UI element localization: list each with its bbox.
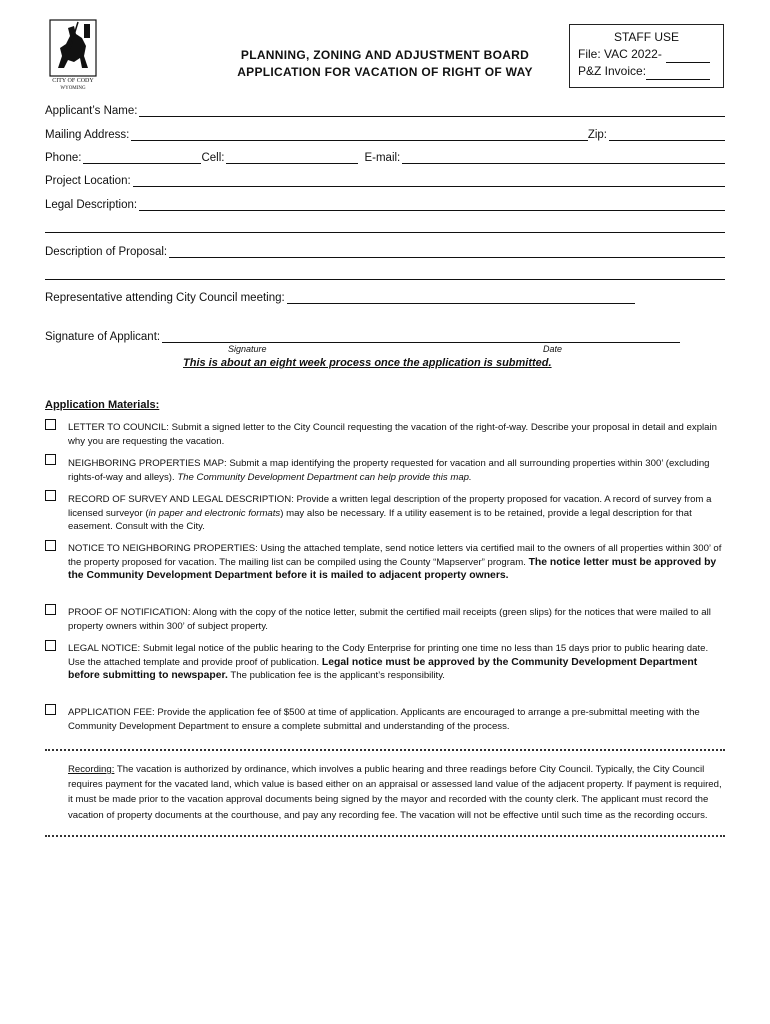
file-number-label: File: VAC 2022- xyxy=(578,47,662,61)
file-number-field[interactable] xyxy=(666,49,710,63)
item-text: LEGAL NOTICE: Submit legal notice of the public hearing to the Cody Enterprise for printing one time no less than 15 days prior to public hearing date. Use the attached template and provide proof of publication. xyxy=(68,643,709,668)
item-bold-text: The notice letter must be approved by the Community Development Department before it is mailed to adjacent property owners. xyxy=(68,556,717,582)
item-text: APPLICATION FEE: Provide the application fee of $500 at time of application. Applicants are encouraged to arrange a pre-submittal meeting with the Community Development Department to ensure a complete submittal and understanding of the process. xyxy=(68,707,700,732)
legal-description-row xyxy=(45,197,725,211)
date-caption: Date xyxy=(543,344,563,354)
dotted-divider-top xyxy=(45,749,725,753)
applicant-name-field[interactable] xyxy=(139,104,725,117)
project-location-field[interactable] xyxy=(133,174,725,187)
item-record-of-survey xyxy=(68,493,723,534)
description-of-proposal-field[interactable] xyxy=(169,245,725,258)
project-location-label: Project Location: xyxy=(45,175,131,187)
zip-field[interactable] xyxy=(609,127,725,141)
signature-caption: Signature xyxy=(228,344,267,354)
cell-field[interactable] xyxy=(226,150,358,164)
checkbox-application-fee[interactable] xyxy=(45,704,56,715)
representative-field[interactable] xyxy=(287,291,635,304)
dotted-divider-bottom xyxy=(45,835,725,839)
representative-row xyxy=(45,290,635,304)
city-logo xyxy=(48,18,98,92)
item-letter-to-council xyxy=(68,421,723,448)
project-location-row xyxy=(45,173,725,187)
item-text: NEIGHBORING PROPERTIES MAP: Submit a map identifying the property requested for vacation and all surrounding properties within 300’ (excluding rights-of-way and alleys). xyxy=(68,458,710,483)
mailing-address-label: Mailing Address: xyxy=(45,129,130,141)
description-of-proposal-label: Description of Proposal: xyxy=(45,246,168,258)
email-label: E-mail: xyxy=(364,152,401,164)
recording-label: Recording: xyxy=(68,764,115,775)
form-title xyxy=(200,47,570,81)
item-italic-text: in paper and electronic formats xyxy=(148,507,281,519)
logo-state-text: WYOMING xyxy=(60,86,86,91)
process-notice: This is about an eight week process once the application is submitted. xyxy=(183,357,552,369)
representative-label: Representative attending City Council meeting: xyxy=(45,292,285,304)
checkbox-notice-to-neighbors[interactable] xyxy=(45,540,56,551)
item-italic-text: The Community Development Department can help provide this map. xyxy=(177,471,472,483)
description-of-proposal-row xyxy=(45,244,725,258)
legal-description-field[interactable] xyxy=(139,198,725,211)
mailing-address-row xyxy=(45,127,725,141)
applicant-name-row xyxy=(45,103,725,117)
item-bold-text: Legal notice must be approved by the Community Development Department before submitting to newspaper. xyxy=(68,656,698,682)
zip-label: Zip: xyxy=(587,129,607,141)
item-legal-notice xyxy=(68,642,723,683)
phone-row xyxy=(45,150,725,164)
item-notice-to-neighbors xyxy=(68,542,723,583)
logo-city-text: CITY OF CODY xyxy=(52,78,94,84)
invoice-label: P&Z Invoice: xyxy=(578,64,647,78)
description-of-proposal-line-2[interactable] xyxy=(45,279,725,280)
title-line-2: APPLICATION FOR VACATION OF RIGHT OF WAY xyxy=(237,65,533,79)
cell-label: Cell: xyxy=(201,152,225,164)
recording-text: The vacation is authorized by ordinance, which involves a public hearing and three readings before City Council. Typically, the City Council requires payment for the vacated land, which value is based either on an appraisal or assessed land value of the adjacent property. If payment is required, it must be made prior to the vacation approval documents being signed by the mayor and recorded with the county clerk. The applicant must record the vacation of property documents at the courthouse, and pay any recording fee. The vacation will not be effective until such time as the recording occurs. xyxy=(68,764,722,821)
recording-paragraph xyxy=(68,762,723,823)
phone-field[interactable] xyxy=(83,150,201,164)
signature-row xyxy=(45,329,680,343)
signature-field[interactable] xyxy=(162,330,680,343)
checkbox-proof-of-notification[interactable] xyxy=(45,604,56,615)
checkbox-neighboring-properties-map[interactable] xyxy=(45,454,56,465)
item-text: LETTER TO COUNCIL: Submit a signed letter to the City Council requesting the vacation of the right-of-way. Describe your proposal in detail and explain why you are requesting the vacation. xyxy=(68,422,717,447)
legal-description-label: Legal Description: xyxy=(45,199,138,211)
legal-description-line-2[interactable] xyxy=(45,232,725,233)
signature-label: Signature of Applicant: xyxy=(45,331,161,343)
item-text: PROOF OF NOTIFICATION: Along with the copy of the notice letter, submit the certified mail receipts (green slips) for the notices that were mailed to all property owners within 300’ of subject property. xyxy=(68,607,711,632)
item-text-post: The publication fee is the applicant’s responsibility. xyxy=(227,670,445,682)
checkbox-legal-notice[interactable] xyxy=(45,640,56,651)
email-field[interactable] xyxy=(402,151,725,164)
item-text-post: ) may also be necessary. If a utility easement is to be retained, provide a legal description for that easement. Consult with the City. xyxy=(68,507,692,533)
checkbox-record-of-survey[interactable] xyxy=(45,490,56,501)
applicant-name-label: Applicant’s Name: xyxy=(45,105,138,117)
mailing-address-field[interactable] xyxy=(131,128,587,141)
item-application-fee xyxy=(68,706,723,733)
item-text: NOTICE TO NEIGHBORING PROPERTIES: Using the attached template, send notice letters via certified mail to the owners of all properties within 300’ of the property proposed for vacation. The mailing list can be compiled using the County “Mapserver” program. xyxy=(68,543,722,568)
phone-label: Phone: xyxy=(45,152,82,164)
title-line-1: PLANNING, ZONING AND ADJUSTMENT BOARD xyxy=(240,48,530,62)
item-neighboring-properties-map xyxy=(68,457,723,484)
item-proof-of-notification xyxy=(68,606,723,633)
staff-use-heading: STAFF USE xyxy=(613,30,680,44)
materials-heading: Application Materials: xyxy=(45,399,160,411)
checkbox-letter-to-council[interactable] xyxy=(45,419,56,430)
invoice-field[interactable] xyxy=(646,66,710,80)
item-text: RECORD OF SURVEY AND LEGAL DESCRIPTION: Provide a written legal description of the property proposed for vacation. A record of survey from a licensed surveyor ( xyxy=(68,494,712,519)
staff-use-box xyxy=(569,24,724,88)
